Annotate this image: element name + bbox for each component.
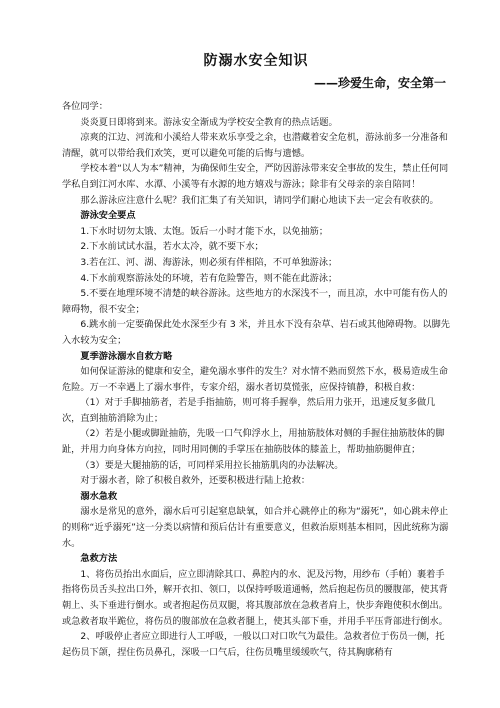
paragraph: （2）若是小腿或脚趾抽筋，先吸一口气仰浮水上，用抽筋肢体对侧的手握住抽筋肢体的脚趾，并用力向身体方向拉，同时用同侧的手掌压在抽筋肢体的膝盖上，帮助抽筋腿伸直；: [62, 428, 445, 456]
section-heading: 游泳安全要点: [80, 210, 136, 222]
paragraph: 那么游泳应注意什么呢？我们汇集了有关知识，请同学们耐心地读下去一定会有收获的。: [80, 194, 439, 206]
paragraph: 各位同学：: [62, 101, 108, 112]
paragraph: （3）要是大腿抽筋的话，可同样采用拉长抽筋肌肉的办法解决。: [80, 459, 344, 471]
paragraph: 4.下水前观察游泳处的环境，若有危险警告，则不能在此游泳；: [80, 272, 338, 284]
paragraph: 6.跳水前一定要确保此处水深至少有 3 米，并且水下没有杂草、岩石或其他障碍物。以脚先入水较为安全；: [62, 319, 450, 346]
section-heading: 溺水急救: [80, 490, 118, 502]
document-title: 防溺水安全知识: [203, 53, 309, 69]
document-body: [62, 99, 450, 660]
paragraph: 凉爽的江边、河流和小溪给人带来欢乐享受之余，也潜藏着安全危机，游泳前多一分准备和清醒，就可以带给我们欢笑，更可以避免可能的后悔与遗憾。: [62, 132, 448, 159]
paragraph: 炎炎夏日即将到来。游泳安全渐成为学校安全教育的热点话题。: [80, 116, 338, 128]
paragraph: 2.下水前试试水温，若水太冷，就不要下水；: [80, 241, 264, 253]
paragraph: 对于溺水者，除了积极自救外，还要积极进行陆上抢救：: [80, 475, 311, 487]
paragraph: 1.下水时切勿太饿、太饱。饭后一小时才能下水，以免抽筋；: [80, 225, 329, 237]
paragraph: 1、将伤员抬出水面后，应立即清除其口、鼻腔内的水、泥及污物，用纱布（手帕）裹着手指将伤员舌头拉出口外，解开衣扣、领口，以保持呼吸道通畅，然后抱起伤员的腰腹部，使其背朝上、头下垂进行倒水。或者抱起伤员双腿，将其腹部放在急救者肩上，快步奔跑使积水倒出。或急救者取半跪位，将伤员的腹部放在急救者腿上，使其头部下垂，并用手平压背部进行倒水。: [62, 568, 448, 627]
paragraph: （1）对于手脚抽筋者，若是手指抽筋，则可将手握拳，然后用力张开，迅速反复多做几次，直到抽筋消除为止；: [62, 397, 436, 424]
paragraph: 如何保证游泳的健康和安全，避免溺水事件的发生？对水情不熟而贸然下水，极易造成生命危险。万一不幸遇上了溺水事件，专家介绍，溺水者切莫慌张，应保持镇静，积极自救：: [62, 366, 448, 393]
document-subtitle: ——珍爱生命，安全第一: [313, 76, 446, 90]
paragraph: 3.若在江、河、湖、海游泳，则必须有伴相陪，不可单独游泳；: [80, 256, 338, 268]
paragraph: 溺水是常见的意外，溺水后可引起窒息缺氧，如合并心跳停止的称为“溺死”，如心跳未停止的则称“近乎溺死”这一分类以病情和预后估计有重要意义，但救治原则基本相同，因此统称为溺水。: [62, 506, 449, 549]
paragraph: 5.不要在地理环境不清楚的峡谷游泳。这些地方的水深浅不一，而且凉，水中可能有伤人的障碍物，很不安全；: [62, 288, 448, 315]
section-heading: 夏季游泳溺水自救方略: [80, 350, 173, 362]
section-heading: 急救方法: [80, 553, 118, 565]
paragraph: 学校本着“以人为本”精神，为确保师生安全，严防因游泳带来安全事故的发生，禁止任何同学私自到江河水库、水潭、小溪等有水源的地方嬉戏与游泳；除非有父母亲的亲自陪同！: [62, 163, 449, 190]
paragraph: 2、呼吸停止者应立即进行人工呼吸，一般以口对口吹气为最佳。急救者位于伤员一侧，托起伤员下颌，捏住伤员鼻孔，深吸一口气后，往伤员嘴里缓缓吹气，待其胸廓稍有: [62, 631, 445, 658]
